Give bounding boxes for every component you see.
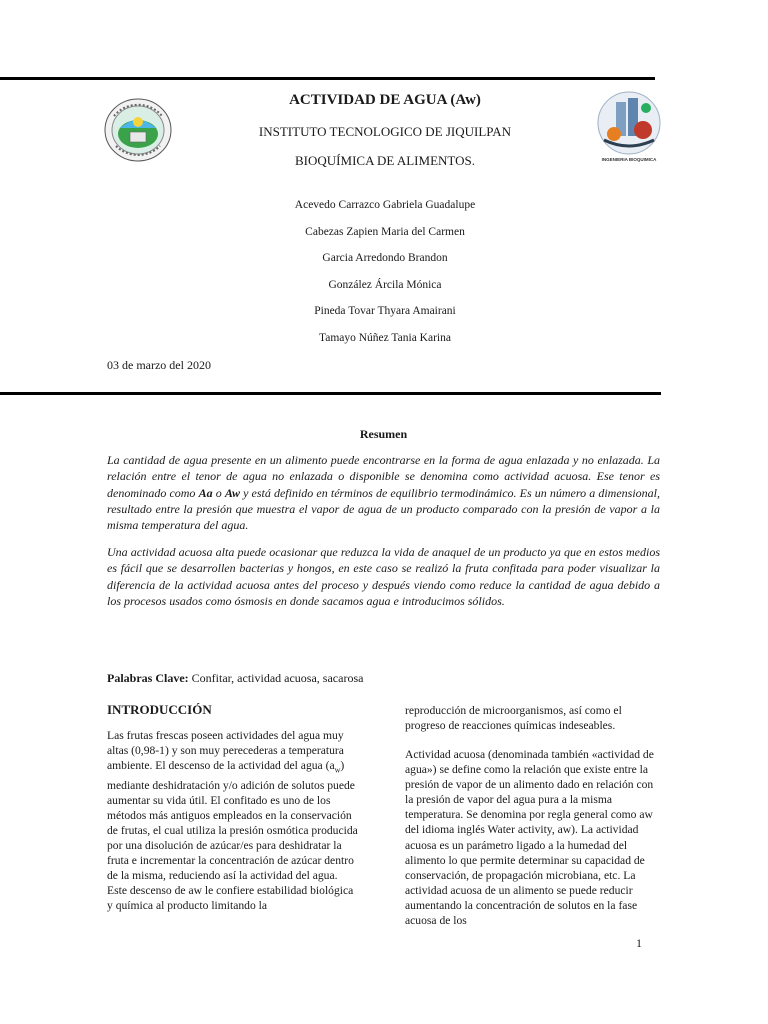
bioquimica-logo-caption: INGENIERIA BIOQUIMICA [601, 157, 657, 162]
author-3: Garcia Arredondo Brandon [322, 252, 448, 264]
intro-left-part-a: Las frutas frescas poseen actividades del agua muy altas (0,98-1) y son muy perecederas a temperatura ambiente. El descenso de la actividad del agua (a [107, 729, 344, 773]
abstract-p1-part-a: La cantidad de agua presente en un alimento puede encontrarse en la forma de agua enlazada y no enlazada. La relación entre el tenor de agua no enlazada o disponible se denomina como actividad acuosa. Ese tenor es denominado como [107, 453, 660, 500]
author-5: Pineda Tovar Thyara Amairani [314, 305, 456, 317]
course-name: BIOQUÍMICA DE ALIMENTOS. [295, 153, 475, 168]
keywords-label: Palabras Clave: [107, 671, 189, 685]
abstract-term-aw: Aw [224, 485, 240, 500]
author-4: González Árcila Mónica [328, 279, 442, 291]
author-2: Cabezas Zapien Maria del Carmen [305, 226, 465, 238]
introduction-heading: INTRODUCCIÓN [107, 702, 212, 717]
abstract-p1-part-b: y está definido en términos de equilibrio termodinámico. Es un número a dimensional, resultado entre la presión que muestra el vapor de agua de un producto comparado con la presión de vapor a la misma temperatura del agua. [107, 485, 661, 533]
page-number: 1 [636, 936, 642, 950]
abstract-heading: Resumen [359, 427, 408, 441]
paper-title: ACTIVIDAD DE AGUA (Aw) [289, 92, 481, 108]
publication-date: 03 de marzo del 2020 [107, 358, 211, 372]
intro-left-part-b: ) mediante deshidratación y/o adición de solutos puede aumentar su vida útil. El confitado es uno de los métodos más antiguos empleados en la conservación de frutas, el cual utiliza la presión osmótica producida por una disolución de azúcar/es para deshidratar la fruta e incrementar la concentración de azúcar dentro de la misma, reduciendo así la actividad del agua. Este descenso de aw le confiere estabilidad biológica y química al producto limitando la [107, 759, 358, 913]
institute-seal-logo [104, 98, 172, 162]
top-rule [0, 77, 655, 80]
intro-left-subscript: w [334, 765, 341, 775]
intro-left-column [107, 728, 360, 913]
abstract-p1-or: o [212, 485, 225, 500]
intro-right-column-p1: reproducción de microorganismos, así como el progreso de reacciones químicas indeseables. [405, 704, 622, 733]
author-6: Tamayo Núñez Tania Karina [319, 332, 451, 344]
abstract-term-aa: Aa [198, 485, 213, 500]
section-rule [0, 392, 661, 395]
bioquimica-logo [596, 90, 662, 168]
keywords-text: Confitar, actividad acuosa, sacarosa [188, 671, 364, 685]
abstract-paragraph-1 [107, 452, 660, 533]
institute-name: INSTITUTO TECNOLOGICO DE JIQUILPAN [258, 124, 512, 139]
abstract-paragraph-2: Una actividad acuosa alta puede ocasionar que reduzca la vida de anaquel de un producto ya que en estos medios es fácil que se desarrollen bacterias y hongos, en este caso se realizó la fruta confitada para poder visualizar la diferencia de la actividad acuosa antes del proceso y después viendo como reduce la cantidad de agua debido a los procesos usados como ósmosis en donde sacamos agua e introducimos sólidos. [107, 545, 660, 608]
keywords [107, 671, 363, 686]
intro-right-column-p2: Actividad acuosa (denominada también «actividad de agua») se define como la relación que existe entre la presión de vapor de un alimento dado en relación con la presión de vapor del agua pura a la misma temperatura. Se denomina por regla general como aw del idioma inglés Water activity, aw). La actividad acuosa es un parámetro ligado a la humedad del alimento lo que permite determinar su capacidad de conservación, de propagación microbiana, etc. La actividad acuosa de un alimento se puede reducir aumentando la concentración de solutos en la fase acuosa de los [405, 748, 654, 928]
author-1: Acevedo Carrazco Gabriela Guadalupe [294, 199, 476, 211]
